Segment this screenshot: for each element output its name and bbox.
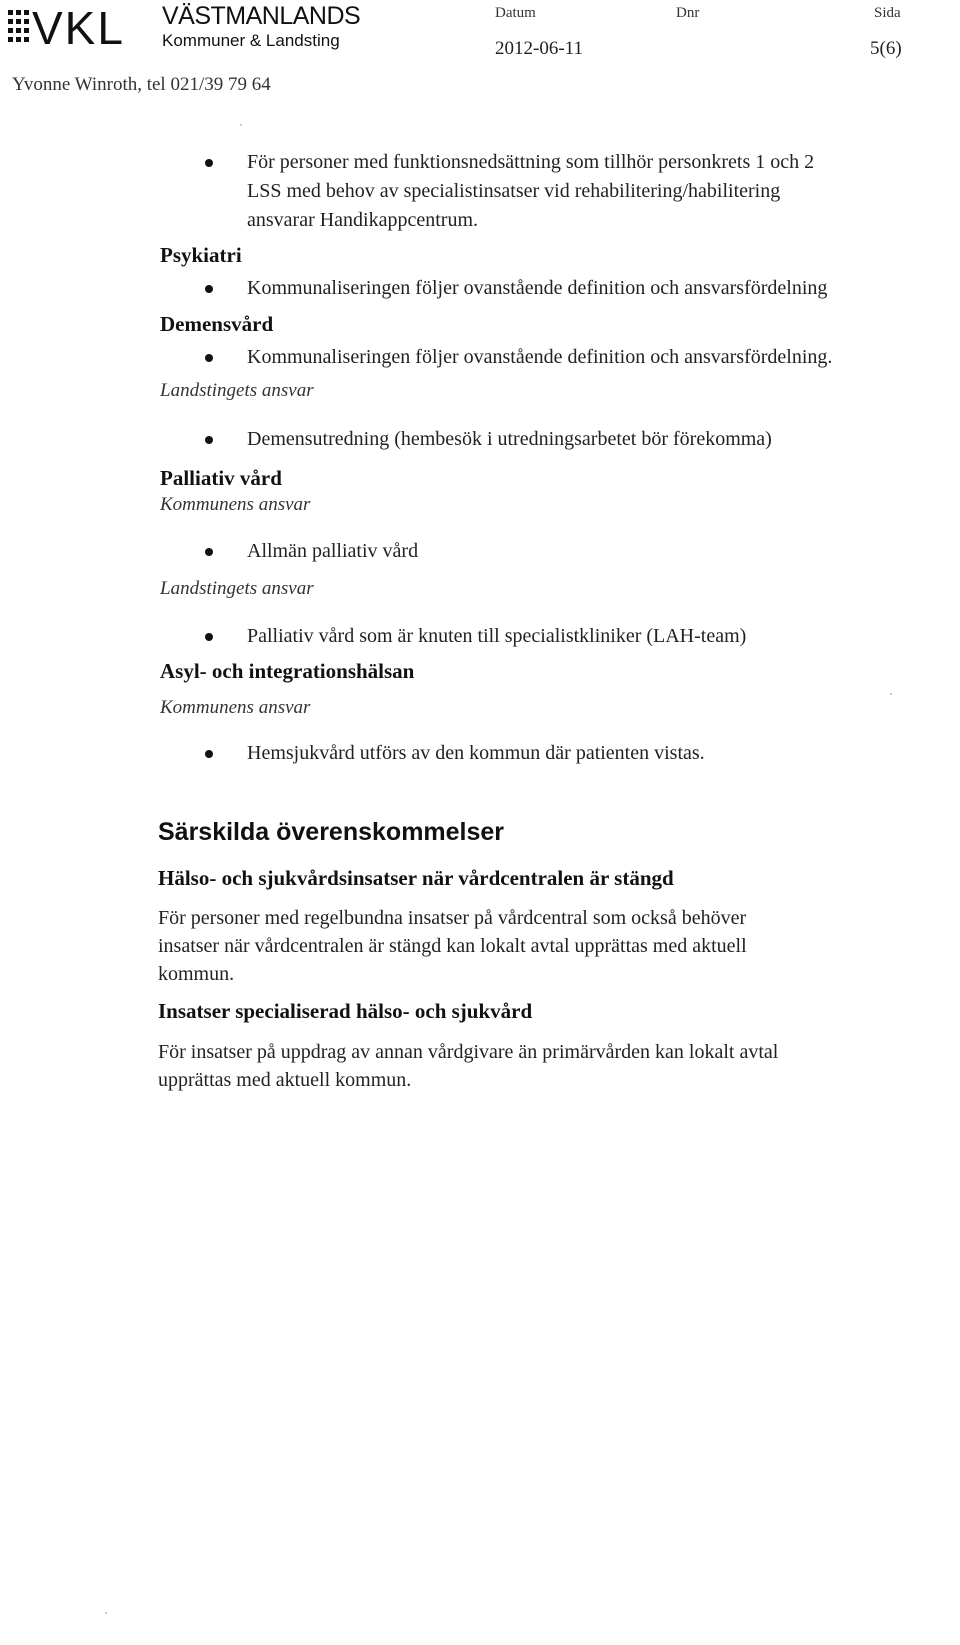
bullet-text: Kommunaliseringen följer ovanstående definition och ansvarsfördelning: [247, 277, 828, 299]
paragraph-line: För personer med regelbundna insatser på vårdcentral som också behöver: [158, 907, 747, 929]
paragraph-line: insatser när vårdcentralen är stängd kan lokalt avtal upprättas med aktuell: [158, 935, 747, 957]
bullet-text-line: För personer med funktionsnedsättning som tillhör personkrets 1 och 2: [247, 151, 815, 173]
scan-speck: [890, 693, 892, 695]
subheading-kommunens-ansvar: Kommunens ansvar: [160, 494, 311, 515]
subheading-kommunens-ansvar: Kommunens ansvar: [160, 697, 311, 718]
subheading-landstingets-ansvar: Landstingets ansvar: [160, 380, 314, 401]
bullet-text-line: LSS med behov av specialistinsatser vid rehabilitering/habilitering: [247, 180, 781, 202]
org-subtitle: Kommuner & Landsting: [162, 31, 340, 50]
list-item: [205, 622, 905, 652]
bullet-text: Kommunaliseringen följer ovanstående definition och ansvarsfördelning.: [247, 346, 833, 368]
list-item: [205, 343, 925, 373]
bullet-icon: [205, 285, 213, 293]
bullet-icon: [205, 750, 213, 758]
bullet-text: Palliativ vård som är knuten till specialistkliniker (LAH-team): [247, 625, 747, 647]
bullet-icon: [205, 354, 213, 362]
paragraph-line: upprättas med aktuell kommun.: [158, 1069, 412, 1091]
org-name: VÄSTMANLANDS: [162, 2, 361, 30]
scan-speck: [105, 1612, 107, 1614]
logo-letters: VKL: [32, 4, 125, 48]
list-item: [205, 537, 605, 567]
bullet-text: Allmän palliativ vård: [247, 540, 419, 562]
paragraph-line: För insatser på uppdrag av annan vårdgivare än primärvården kan lokalt avtal: [158, 1041, 779, 1063]
list-item: [205, 425, 925, 455]
page-value: 5(6): [870, 38, 902, 59]
heading-asyl: Asyl- och integrationshälsan: [160, 659, 415, 683]
heading-psykiatri: Psykiatri: [160, 243, 242, 267]
paragraph-line: kommun.: [158, 963, 235, 985]
bullet-text: Hemsjukvård utförs av den kommun där patienten vistas.: [247, 742, 705, 764]
heading-sarskilda: Särskilda överenskommelser: [158, 818, 505, 846]
bullet-text: Demensutredning (hembesök i utredningsarbetet bör förekomma): [247, 428, 772, 450]
subheading-insatser-specialiserad: Insatser specialiserad hälso- och sjukvård: [158, 999, 533, 1023]
date-value: 2012-06-11: [495, 38, 583, 59]
page-label: Sida: [874, 5, 901, 21]
vkl-logo: [6, 4, 156, 48]
bullet-icon: [205, 436, 213, 444]
subheading-halso-sjukvardsinsatser: Hälso- och sjukvårdsinsatser när vårdcentralen är stängd: [158, 866, 674, 890]
bullet-icon: [205, 159, 213, 167]
bullet-text-line: ansvarar Handikappcentrum.: [247, 209, 479, 231]
heading-palliativ-vard: Palliativ vård: [160, 466, 282, 490]
list-item: [205, 148, 905, 238]
list-item: [205, 274, 925, 304]
dnr-label: Dnr: [676, 5, 700, 21]
bullet-icon: [205, 548, 213, 556]
scan-speck: [240, 124, 242, 126]
contact-line: Yvonne Winroth, tel 021/39 79 64: [12, 74, 271, 95]
subheading-landstingets-ansvar: Landstingets ansvar: [160, 578, 314, 599]
date-label: Datum: [495, 5, 536, 21]
bullet-icon: [205, 633, 213, 641]
list-item: [205, 739, 905, 769]
heading-demensvard: Demensvård: [160, 312, 274, 336]
